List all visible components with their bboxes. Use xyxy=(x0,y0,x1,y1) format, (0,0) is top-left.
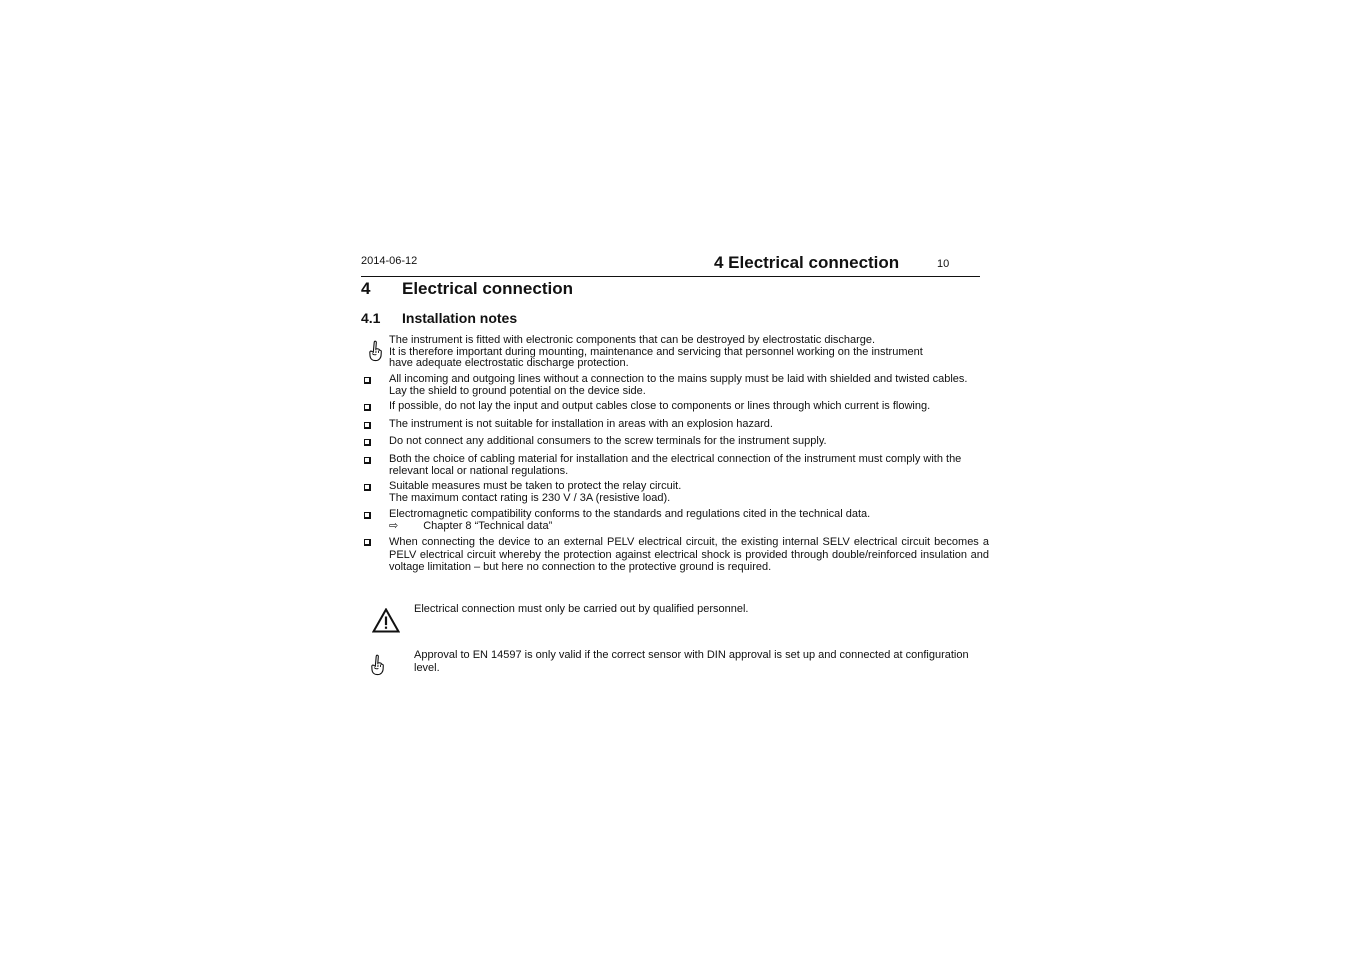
pointing-hand-icon xyxy=(369,654,385,676)
list-item xyxy=(389,509,989,532)
section-number: 4.1 xyxy=(361,310,381,326)
list-item-line: If possible, do not lay the input and output cables close to components or lines through which current is flowing. xyxy=(389,400,931,412)
list-item-line: The instrument is not suitable for installation in areas with an explosion hazard. xyxy=(389,418,773,430)
reference-line xyxy=(389,521,989,533)
checkbox-bullet-icon xyxy=(364,539,371,546)
intro-note-line: have adequate electrostatic discharge protection. xyxy=(389,357,629,370)
warning-note-text: Electrical connection must only be carried out by qualified personnel. xyxy=(414,603,749,615)
list-item-line: relevant local or national regulations. xyxy=(389,464,569,477)
list-item xyxy=(389,374,989,397)
approval-note-line: Approval to EN 14597 is only valid if the correct sensor with DIN approval is set up and connected at configuration xyxy=(414,649,969,661)
list-item xyxy=(389,419,989,431)
list-item-line: The maximum contact rating is 230 V / 3A (resistive load). xyxy=(389,491,671,504)
list-item xyxy=(389,436,989,448)
checkbox-bullet-icon xyxy=(364,422,371,429)
list-item xyxy=(389,481,989,504)
intro-note-line: It is therefore important during mounting, maintenance and servicing that personnel working on the instrument xyxy=(389,345,923,358)
list-item-line: Suitable measures must be taken to protect the relay circuit. xyxy=(389,480,682,492)
checkbox-bullet-icon xyxy=(364,484,371,491)
header-rule xyxy=(361,276,980,277)
list-item xyxy=(389,454,989,477)
list-item-line: Do not connect any additional consumers to the screw terminals for the instrument supply. xyxy=(389,435,827,447)
intro-note-line: The instrument is fitted with electronic components that can be destroyed by electrostatic discharge. xyxy=(389,334,876,346)
arrow-right-icon: ⇨ xyxy=(389,519,399,532)
header-page-number: 10 xyxy=(937,258,950,270)
list-item-line: All incoming and outgoing lines without a connection to the mains supply must be laid with shielded and twisted cables. xyxy=(389,373,968,385)
chapter-number: 4 xyxy=(361,279,371,298)
checkbox-bullet-icon xyxy=(364,512,371,519)
list-item xyxy=(389,401,989,413)
checkbox-bullet-icon xyxy=(364,457,371,464)
checkbox-bullet-icon xyxy=(364,377,371,384)
header-date: 2014-06-12 xyxy=(361,255,418,267)
chapter-reference-link[interactable]: Chapter 8 “Technical data” xyxy=(423,519,553,532)
pointing-hand-icon xyxy=(367,340,383,362)
section-title: Installation notes xyxy=(402,310,518,326)
list-item-line: Lay the shield to ground potential on the device side. xyxy=(389,384,646,397)
warning-triangle-icon xyxy=(372,608,400,633)
list-item xyxy=(389,536,989,574)
approval-note-line: level. xyxy=(414,661,440,674)
intro-note-text xyxy=(389,335,989,370)
checkbox-bullet-icon xyxy=(364,404,371,411)
list-item-paragraph: When connecting the device to an external PELV electrical circuit, the existing internal SELV electrical circuit becomes a PELV electrical circuit whereby the protection against electrical shock is provided through double/reinforced insulation and voltage limitation – but here no connection to the protective ground is required. xyxy=(389,536,989,573)
checkbox-bullet-icon xyxy=(364,439,371,446)
approval-note-text xyxy=(414,649,984,674)
chapter-title: Electrical connection xyxy=(402,279,573,298)
list-item-line: Both the choice of cabling material for installation and the electrical connection of the instrument must comply with the xyxy=(389,453,962,465)
list-item-line: Electromagnetic compatibility conforms to the standards and regulations cited in the technical data. xyxy=(389,508,871,520)
header-title: 4 Electrical connection xyxy=(714,253,900,272)
